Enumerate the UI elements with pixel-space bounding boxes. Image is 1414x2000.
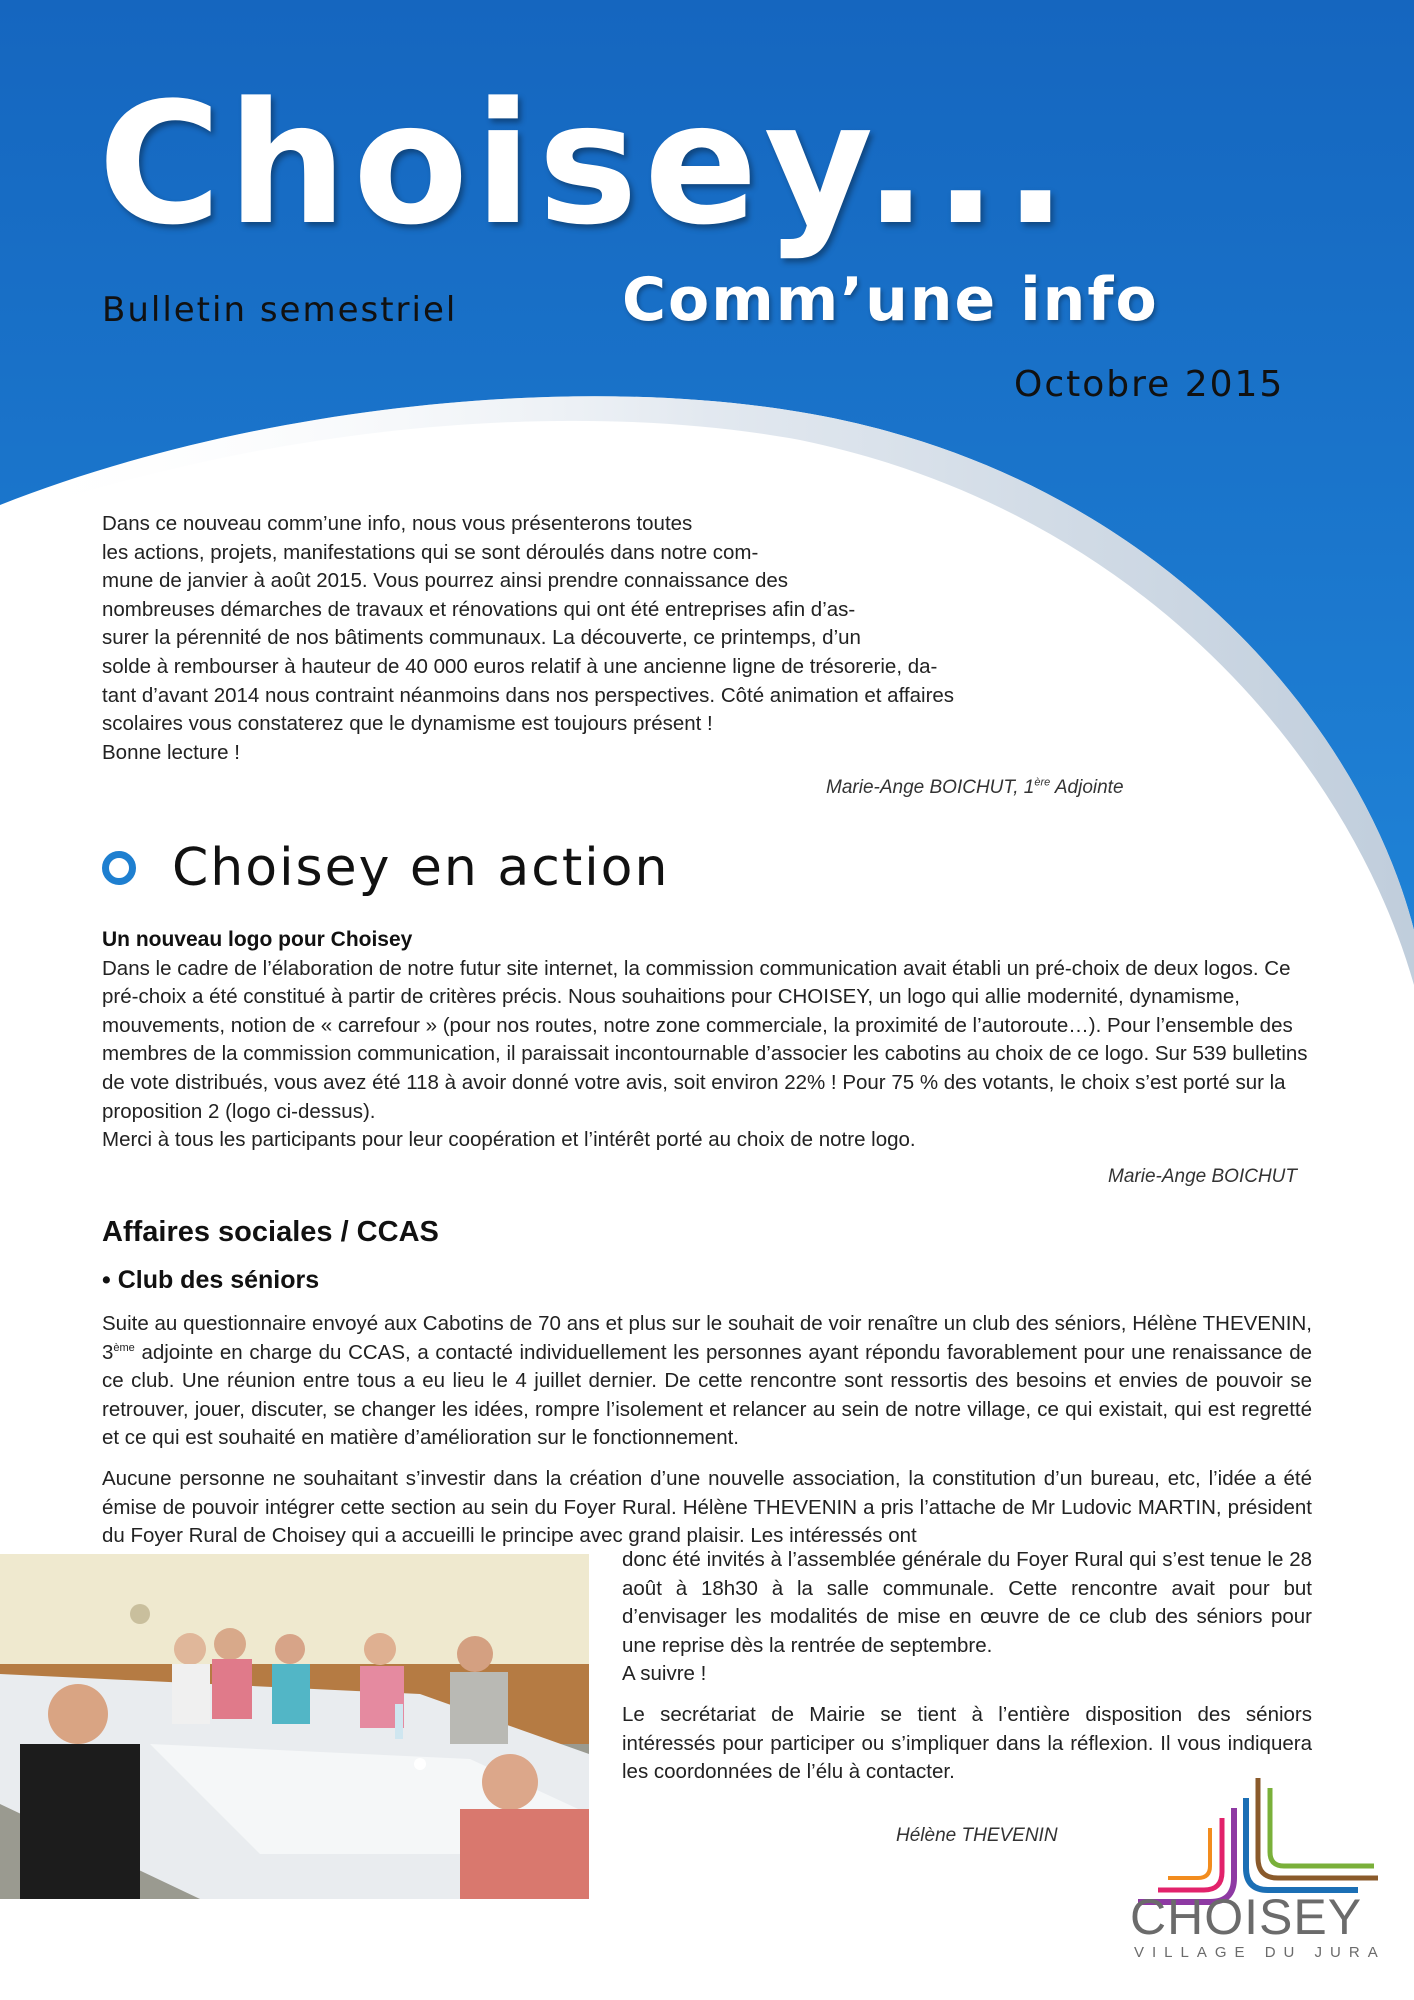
issue-date: Octobre 2015 — [1014, 364, 1285, 405]
newsletter-title: Choisey... — [98, 66, 1074, 262]
club-paragraph-3-end: A suivre ! — [622, 1662, 707, 1686]
choisey-logo-text: CHOISEY — [1130, 1889, 1363, 1945]
club-paragraph-4: Le secrétariat de Mairie se tient à l’entière disposition des séniors intéressés pour participer ou s’impliquer dans la réflexion. Il vous indiquera les coordonnées de l’élu à contacter. — [622, 1702, 1312, 1784]
logo-article-heading: Un nouveau logo pour Choisey — [102, 928, 413, 951]
signature-name: Marie-Ange BOICHUT, 1 — [826, 777, 1035, 798]
bulletin-label: Bulletin semestriel — [102, 290, 458, 330]
logo-article-thanks: Merci à tous les participants pour leur coopération et l’intérêt porté au choix de notre logo. — [102, 1128, 916, 1152]
logo-article — [102, 926, 1312, 1155]
intro-line: nombreuses démarches de travaux et rénovations qui ont été entreprises afin d’as- — [102, 597, 856, 621]
intro-paragraph — [102, 510, 1042, 767]
intro-line: Bonne lecture ! — [102, 740, 240, 764]
logo-article-text: Dans le cadre de l’élaboration de notre futur site internet, la commission communication avait établi un pré-choix de deux logos. Ce pré-choix a été constitué à partir de critères précis. Nous souhaitions pour CHOISEY, un logo qui allie modernité, dynamisme, mouvements, notion de « carrefour » (pour nos routes, notre zone commerciale, la proximité de l’autoroute…). Pour l’ensemble des membres de la commission communication, il paraissait incontournable d’associer les cabotins au choix de ce logo. Sur 539 bulletins de vote distribués, vous avez été 118 à avoir donné votre avis, soit environ 22% ! Pour 75 % des votants, le choix s’est porté sur la proposition 2 (logo ci-dessus). — [102, 956, 1308, 1123]
circle-bullet-icon — [102, 851, 136, 885]
section-heading — [102, 838, 669, 898]
club-article-continued — [622, 1546, 1312, 1799]
affaires-heading: Affaires sociales / CCAS — [102, 1216, 439, 1248]
club-heading: • Club des séniors — [102, 1266, 320, 1294]
intro-signature — [826, 777, 1124, 799]
section-title: Choisey en action — [172, 838, 670, 898]
club-paragraph-3: donc été invités à l’assemblée générale du Foyer Rural qui s’est tenue le 28 août à 18h30 à la salle communale. Cette rencontre avait pour but d’envisager les modalités de mise en œuvre de ce club des séniors pour une reprise dès la rentrée de septembre. — [622, 1548, 1312, 1657]
club-p1-start: Suite au questionnaire envoyé aux Cabotins de 70 ans et plus sur le souhait de voir renaître un club des séniors, Hélène THEVENIN, 3 — [102, 1312, 1312, 1364]
intro-line: tant d’avant 2014 nous contraint néanmoins dans nos perspectives. Côté animation et affaires — [102, 683, 955, 707]
club-article — [102, 1310, 1312, 1563]
logo-article-signature: Marie-Ange BOICHUT — [1108, 1166, 1297, 1187]
club-paragraph-1 — [102, 1310, 1312, 1453]
club-signature: Hélène THEVENIN — [896, 1825, 1058, 1846]
intro-line: les actions, projets, manifestations qui se sont déroulés dans notre com- — [102, 540, 759, 564]
newsletter-subtitle: Comm’une info — [622, 265, 1159, 335]
intro-line: surer la pérennité de nos bâtiments communaux. La découverte, ce printemps, d’un — [102, 626, 861, 650]
signature-sup: ère — [1034, 776, 1051, 789]
club-p1-end: adjointe en charge du CCAS, a contacté individuellement les personnes ayant répondu favorablement pour une renaissance de ce club. Une réunion entre tous a eu lieu le 4 juillet dernier. De cette rencontre sont ressortis des besoins et envies de pouvoir se retrouver, jouer, discuter, se changer les idées, rompre l’isolement et relancer au sein de notre village, ce qui existait, qui est regretté et ce qui est souhaité en matière d’amélioration sur le fonctionnement. — [102, 1340, 1312, 1450]
intro-line: solde à rembourser à hauteur de 40 000 euros relatif à une ancienne ligne de trésorerie, da- — [102, 654, 938, 678]
club-paragraph-2: Aucune personne ne souhaitant s’investir dans la création d’une nouvelle association, la constitution d’un bureau, etc, l’idée a été émise de pouvoir intégrer cette section au sein du Foyer Rural. Hélène THEVENIN a pris l’attache de Mr Ludovic MARTIN, président du Foyer Rural de Choisey qui a accueilli le principe avec grand plaisir. Les intéressés ont — [102, 1466, 1312, 1548]
choisey-logo-tagline: VILLAGE DU JURA — [1134, 1944, 1386, 1961]
club-p1-sup: ème — [113, 1341, 135, 1354]
seniors-meeting-photo — [0, 1554, 589, 1899]
intro-line: scolaires vous constaterez que le dynamisme est toujours présent ! — [102, 712, 713, 736]
signature-role: Adjointe — [1050, 777, 1124, 798]
intro-line: mune de janvier à août 2015. Vous pourrez ainsi prendre connaissance des — [102, 569, 789, 593]
intro-line: Dans ce nouveau comm’une info, nous vous présenterons toutes — [102, 512, 693, 535]
